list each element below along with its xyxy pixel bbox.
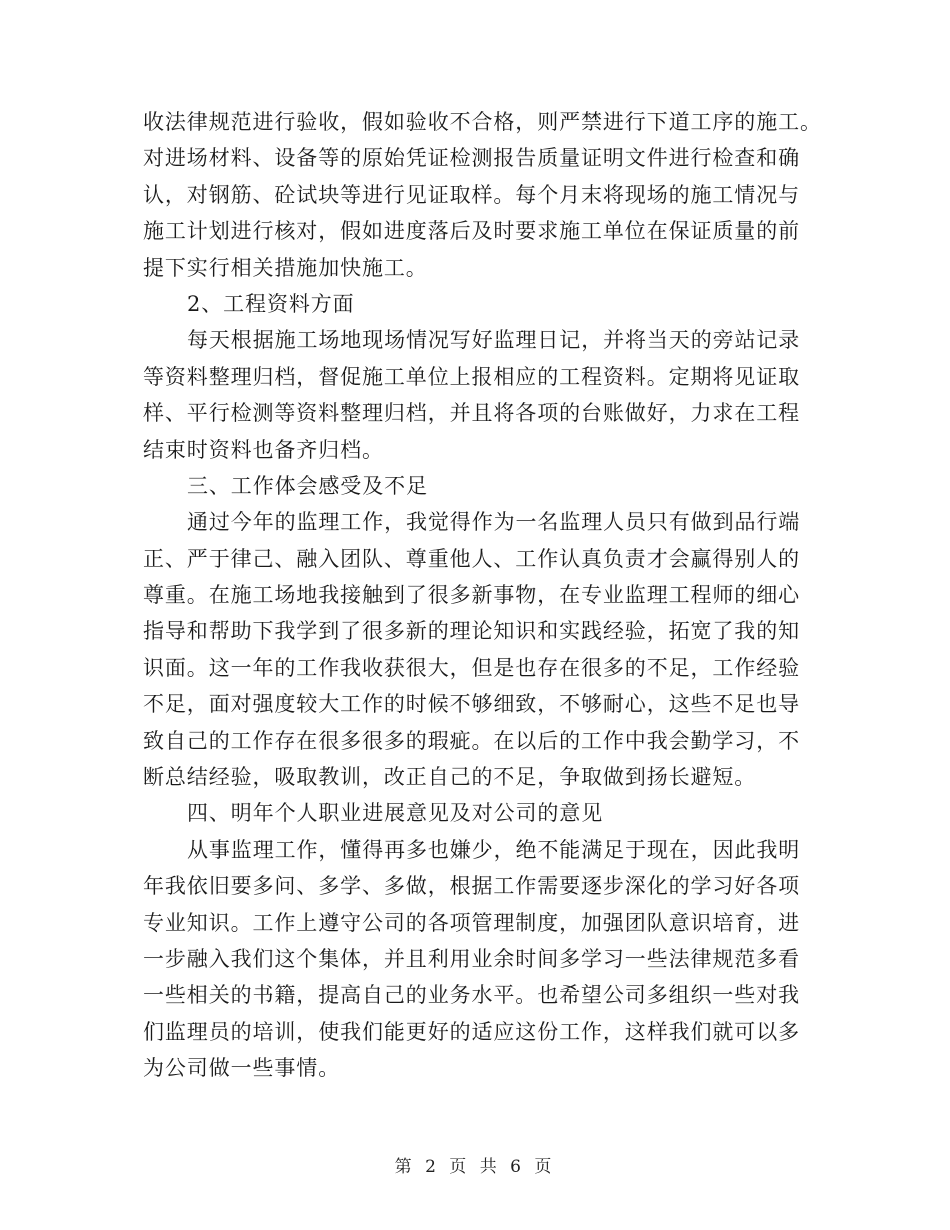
- text-line: 们监理员的培训，使我们能更好的适应这份工作，这样我们就可以多: [143, 1019, 800, 1044]
- text-line: 收法律规范进行验收，假如验收不合格，则严禁进行下道工序的施工。: [143, 110, 822, 134]
- text-line: 一步融入我们这个集体，并且利用业余时间多学习一些法律规范多看: [143, 946, 800, 971]
- text-line: 年我依旧要多问、多学、多做，根据工作需要逐步深化的学习好各项: [143, 874, 800, 899]
- text-line: 一些相关的书籍，提高自己的业务水平。也希望公司多组织一些对我: [143, 983, 800, 1008]
- text-line: 结束时资料也备齐归档。: [143, 437, 384, 462]
- text-line: 识面。这一年的工作我收获很大，但是也存在很多的不足，工作经验: [143, 655, 800, 680]
- section-heading: 三、工作体会感受及不足: [187, 473, 428, 498]
- text-line: 等资料整理归档，督促施工单位上报相应的工程资料。定期将见证取: [143, 364, 800, 389]
- section-heading: 四、明年个人职业进展意见及对公司的意见: [187, 801, 604, 826]
- text-line: 专业知识。工作上遵守公司的各项管理制度，加强团队意识培育，进: [143, 910, 800, 935]
- text-line: 尊重。在施工场地我接触到了很多新事物，在专业监理工程师的细心: [143, 583, 800, 608]
- paragraph-start: 每天根据施工场地现场情况写好监理日记，并将当天的旁站记录: [187, 328, 801, 353]
- page-number-footer: 第 2 页 共 6 页: [394, 1157, 556, 1177]
- text-line: 为公司做一些事情。: [143, 1056, 341, 1081]
- text-line: 施工计划进行核对，假如进度落后及时要求施工单位在保证质量的前: [143, 219, 800, 244]
- document-body: [143, 104, 822, 1087]
- text-line: 不足，面对强度较大工作的时候不够细致，不够耐心，这些不足也导: [143, 692, 800, 717]
- section-heading: 2、工程资料方面: [187, 291, 355, 316]
- text-line: 对进场材料、设备等的原始凭证检测报告质量证明文件进行检查和确: [143, 146, 800, 171]
- paragraph-start: 从事监理工作，懂得再多也嫌少，绝不能满足于现在，因此我明: [187, 837, 801, 862]
- text-line: 样、平行检测等资料整理归档，并且将各项的台账做好，力求在工程: [143, 401, 800, 426]
- paragraph-start: 通过今年的监理工作，我觉得作为一名监理人员只有做到品行端: [187, 510, 801, 535]
- text-line: 指导和帮助下我学到了很多新的理论知识和实践经验，拓宽了我的知: [143, 619, 800, 644]
- text-line: 断总结经验，吸取教训，改正自己的不足，争取做到扬长避短。: [143, 765, 757, 790]
- text-line: 认，对钢筋、砼试块等进行见证取样。每个月末将现场的施工情况与: [143, 182, 800, 207]
- text-line: 提下实行相关措施加快施工。: [143, 255, 428, 280]
- text-line: 正、严于律己、融入团队、尊重他人、工作认真负责才会赢得别人的: [143, 546, 800, 571]
- text-line: 致自己的工作存在很多很多的瑕疵。在以后的工作中我会勤学习，不: [143, 728, 800, 753]
